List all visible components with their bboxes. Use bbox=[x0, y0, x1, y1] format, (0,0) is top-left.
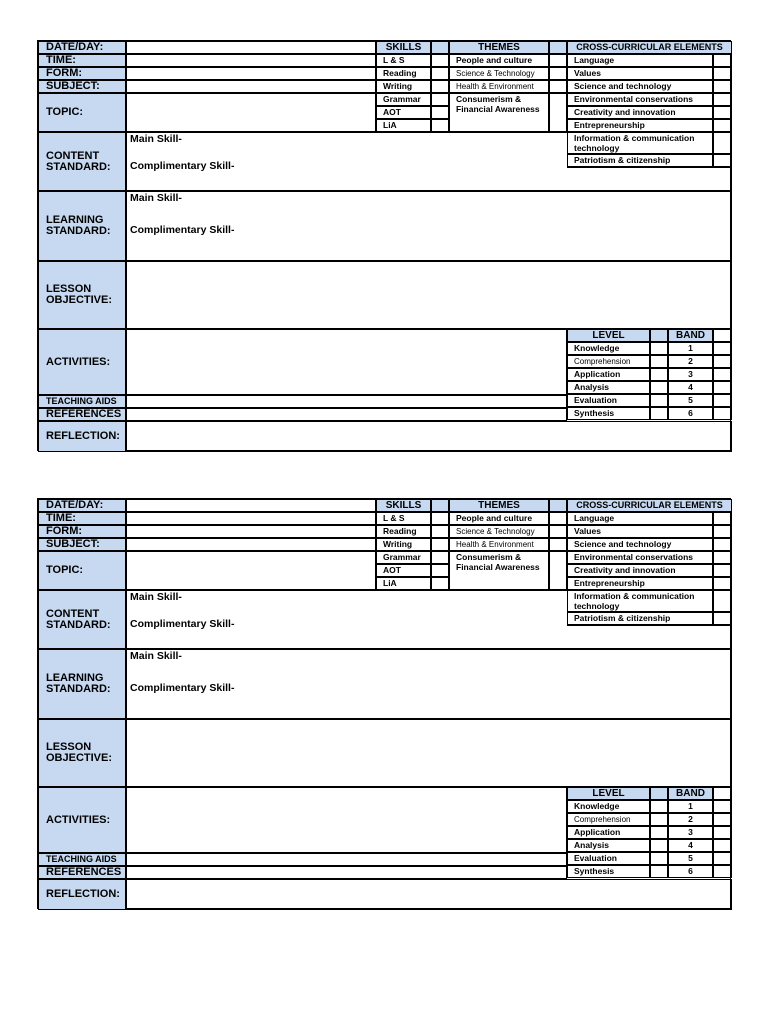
label-time: TIME: bbox=[38, 54, 126, 67]
label-reflection: REFLECTION: bbox=[38, 421, 126, 452]
skill-checkbox-1[interactable] bbox=[431, 67, 449, 80]
level-0: Knowledge bbox=[567, 800, 650, 813]
cce-checkbox-5[interactable] bbox=[713, 119, 732, 132]
ls-complimentary-skill-label: Complimentary Skill- bbox=[130, 682, 235, 694]
level-checkbox-5[interactable] bbox=[650, 407, 668, 420]
theme-1: Science & Technology bbox=[449, 67, 549, 80]
label-learning-standard: LEARNING STANDARD: bbox=[38, 649, 126, 719]
band-header-spacer bbox=[713, 329, 732, 342]
level-header: LEVEL bbox=[567, 787, 650, 800]
band-2: 3 bbox=[668, 368, 713, 381]
skill-1: Reading bbox=[376, 67, 431, 80]
field-topic[interactable] bbox=[126, 551, 376, 590]
level-1: Comprehension bbox=[567, 355, 650, 368]
band-3: 4 bbox=[668, 381, 713, 394]
field-date-day[interactable] bbox=[126, 499, 376, 512]
label-learning-standard: LEARNING STANDARD: bbox=[38, 191, 126, 261]
label-form: FORM: bbox=[38, 67, 126, 80]
band-4: 5 bbox=[668, 852, 713, 865]
label-date-day: DATE/DAY: bbox=[38, 41, 126, 54]
skill-5: LiA bbox=[376, 119, 431, 132]
band-checkbox-3[interactable] bbox=[713, 381, 732, 394]
band-checkbox-3[interactable] bbox=[713, 839, 732, 852]
field-references[interactable] bbox=[126, 408, 567, 421]
field-time[interactable] bbox=[126, 54, 376, 67]
skills-header-check bbox=[431, 41, 449, 54]
level-checkbox-2[interactable] bbox=[650, 368, 668, 381]
skill-3: Grammar bbox=[376, 93, 431, 106]
field-lesson-objective[interactable] bbox=[126, 261, 732, 329]
level-3: Analysis bbox=[567, 839, 650, 852]
skills-header-check bbox=[431, 499, 449, 512]
label-date-day: DATE/DAY: bbox=[38, 499, 126, 512]
cce-2: Science and technology bbox=[567, 80, 713, 93]
band-1: 2 bbox=[668, 813, 713, 826]
band-checkbox-4[interactable] bbox=[713, 852, 732, 865]
cce-1: Values bbox=[567, 525, 713, 538]
field-subject[interactable] bbox=[126, 538, 376, 551]
skill-1: Reading bbox=[376, 525, 431, 538]
field-subject[interactable] bbox=[126, 80, 376, 93]
level-1: Comprehension bbox=[567, 813, 650, 826]
label-activities: ACTIVITIES: bbox=[38, 787, 126, 853]
skill-4: AOT bbox=[376, 564, 431, 577]
theme-3: Consumerism & Financial Awareness bbox=[449, 551, 549, 590]
theme-checkbox-2[interactable] bbox=[549, 80, 567, 93]
cce-checkbox-7[interactable] bbox=[713, 154, 732, 167]
band-4: 5 bbox=[668, 394, 713, 407]
level-5: Synthesis bbox=[567, 865, 650, 878]
cce-4: Creativity and innovation bbox=[567, 106, 713, 119]
band-checkbox-2[interactable] bbox=[713, 826, 732, 839]
cce-0: Language bbox=[567, 512, 713, 525]
cce-checkbox-4[interactable] bbox=[713, 106, 732, 119]
skill-checkbox-2[interactable] bbox=[431, 80, 449, 93]
level-checkbox-5[interactable] bbox=[650, 865, 668, 878]
level-3: Analysis bbox=[567, 381, 650, 394]
level-2: Application bbox=[567, 368, 650, 381]
skill-2: Writing bbox=[376, 80, 431, 93]
theme-1: Science & Technology bbox=[449, 525, 549, 538]
cce-checkbox-0[interactable] bbox=[713, 512, 732, 525]
band-header-spacer bbox=[713, 787, 732, 800]
label-time: TIME: bbox=[38, 512, 126, 525]
theme-2: Health & Environment bbox=[449, 538, 549, 551]
label-activities: ACTIVITIES: bbox=[38, 329, 126, 395]
skill-3: Grammar bbox=[376, 551, 431, 564]
field-content-standard-ext[interactable] bbox=[567, 625, 732, 649]
band-checkbox-1[interactable] bbox=[713, 813, 732, 826]
skills-header: SKILLS bbox=[376, 41, 431, 54]
skill-5: LiA bbox=[376, 577, 431, 590]
band-checkbox-5[interactable] bbox=[713, 865, 732, 878]
band-checkbox-2[interactable] bbox=[713, 368, 732, 381]
cs-main-skill-label: Main Skill- bbox=[130, 133, 182, 145]
label-content-standard: CONTENT STANDARD: bbox=[38, 132, 126, 191]
theme-0: People and culture bbox=[449, 54, 549, 67]
field-activities[interactable] bbox=[126, 787, 567, 853]
band-5: 6 bbox=[668, 865, 713, 878]
cce-2: Science and technology bbox=[567, 538, 713, 551]
skill-0: L & S bbox=[376, 54, 431, 67]
band-checkbox-0[interactable] bbox=[713, 342, 732, 355]
skill-checkbox-4[interactable] bbox=[431, 564, 449, 577]
lesson-plan-form-2 bbox=[37, 498, 731, 909]
theme-2: Health & Environment bbox=[449, 80, 549, 93]
cs-main-skill-label: Main Skill- bbox=[130, 591, 182, 603]
band-3: 4 bbox=[668, 839, 713, 852]
themes-header-check bbox=[549, 499, 567, 512]
band-checkbox-5[interactable] bbox=[713, 407, 732, 420]
skill-checkbox-5[interactable] bbox=[431, 119, 449, 132]
field-learning-standard[interactable] bbox=[126, 649, 732, 719]
level-checkbox-1[interactable] bbox=[650, 355, 668, 368]
band-1: 2 bbox=[668, 355, 713, 368]
theme-checkbox-1[interactable] bbox=[549, 67, 567, 80]
level-checkbox-3[interactable] bbox=[650, 839, 668, 852]
band-0: 1 bbox=[668, 800, 713, 813]
level-0: Knowledge bbox=[567, 342, 650, 355]
theme-checkbox-0[interactable] bbox=[549, 512, 567, 525]
level-checkbox-0[interactable] bbox=[650, 800, 668, 813]
level-checkbox-4[interactable] bbox=[650, 394, 668, 407]
label-topic: TOPIC: bbox=[38, 93, 126, 132]
field-topic[interactable] bbox=[126, 93, 376, 132]
band-2: 3 bbox=[668, 826, 713, 839]
band-checkbox-1[interactable] bbox=[713, 355, 732, 368]
label-references: REFERENCES bbox=[38, 408, 126, 421]
cce-header: CROSS-CURRICULAR ELEMENTS bbox=[567, 41, 732, 54]
theme-checkbox-0[interactable] bbox=[549, 54, 567, 67]
cce-checkbox-2[interactable] bbox=[713, 538, 732, 551]
band-0: 1 bbox=[668, 342, 713, 355]
skill-checkbox-1[interactable] bbox=[431, 525, 449, 538]
cce-header: CROSS-CURRICULAR ELEMENTS bbox=[567, 499, 732, 512]
band-header: BAND bbox=[668, 787, 713, 800]
field-content-standard[interactable] bbox=[126, 132, 567, 191]
ls-complimentary-skill-label: Complimentary Skill- bbox=[130, 224, 235, 236]
themes-header: THEMES bbox=[449, 41, 549, 54]
skill-checkbox-5[interactable] bbox=[431, 577, 449, 590]
ls-main-skill-label: Main Skill- bbox=[130, 650, 182, 662]
cce-7: Patriotism & citizenship bbox=[567, 612, 713, 625]
label-subject: SUBJECT: bbox=[38, 538, 126, 551]
band-header: BAND bbox=[668, 329, 713, 342]
theme-checkbox-3[interactable] bbox=[549, 551, 567, 590]
theme-checkbox-3[interactable] bbox=[549, 93, 567, 132]
cce-6: Information & communication technology bbox=[567, 132, 713, 154]
level-checkbox-1[interactable] bbox=[650, 813, 668, 826]
skill-checkbox-4[interactable] bbox=[431, 106, 449, 119]
level-header-spacer bbox=[650, 787, 668, 800]
label-form: FORM: bbox=[38, 525, 126, 538]
cce-5: Entrepreneurship bbox=[567, 577, 713, 590]
skill-checkbox-2[interactable] bbox=[431, 538, 449, 551]
cce-3: Environmental conservations bbox=[567, 93, 713, 106]
field-reflection[interactable] bbox=[126, 879, 732, 910]
level-checkbox-0[interactable] bbox=[650, 342, 668, 355]
field-time[interactable] bbox=[126, 512, 376, 525]
label-teaching-aids: TEACHING AIDS bbox=[38, 853, 126, 866]
theme-checkbox-1[interactable] bbox=[549, 525, 567, 538]
skill-checkbox-3[interactable] bbox=[431, 93, 449, 106]
field-lesson-objective[interactable] bbox=[126, 719, 732, 787]
theme-3: Consumerism & Financial Awareness bbox=[449, 93, 549, 132]
label-reflection: REFLECTION: bbox=[38, 879, 126, 910]
cce-4: Creativity and innovation bbox=[567, 564, 713, 577]
level-4: Evaluation bbox=[567, 852, 650, 865]
field-teaching-aids[interactable] bbox=[126, 395, 567, 408]
field-content-standard[interactable] bbox=[126, 590, 567, 649]
label-subject: SUBJECT: bbox=[38, 80, 126, 93]
skill-0: L & S bbox=[376, 512, 431, 525]
cce-checkbox-6[interactable] bbox=[713, 590, 732, 612]
level-header-spacer bbox=[650, 329, 668, 342]
ls-main-skill-label: Main Skill- bbox=[130, 192, 182, 204]
themes-header-check bbox=[549, 41, 567, 54]
band-checkbox-0[interactable] bbox=[713, 800, 732, 813]
field-content-standard-ext[interactable] bbox=[567, 167, 732, 191]
field-date-day[interactable] bbox=[126, 41, 376, 54]
theme-0: People and culture bbox=[449, 512, 549, 525]
cce-checkbox-4[interactable] bbox=[713, 564, 732, 577]
cce-checkbox-0[interactable] bbox=[713, 54, 732, 67]
skill-checkbox-3[interactable] bbox=[431, 551, 449, 564]
cce-checkbox-6[interactable] bbox=[713, 132, 732, 154]
field-learning-standard[interactable] bbox=[126, 191, 732, 261]
cce-6: Information & communication technology bbox=[567, 590, 713, 612]
label-content-standard: CONTENT STANDARD: bbox=[38, 590, 126, 649]
level-checkbox-4[interactable] bbox=[650, 852, 668, 865]
level-checkbox-3[interactable] bbox=[650, 381, 668, 394]
field-activities[interactable] bbox=[126, 329, 567, 395]
cs-complimentary-skill-label: Complimentary Skill- bbox=[130, 618, 235, 630]
skill-checkbox-0[interactable] bbox=[431, 54, 449, 67]
field-form[interactable] bbox=[126, 67, 376, 80]
theme-checkbox-2[interactable] bbox=[549, 538, 567, 551]
skill-checkbox-0[interactable] bbox=[431, 512, 449, 525]
level-2: Application bbox=[567, 826, 650, 839]
label-lesson-objective: LESSON OBJECTIVE: bbox=[38, 261, 126, 329]
cce-checkbox-3[interactable] bbox=[713, 551, 732, 564]
label-teaching-aids: TEACHING AIDS bbox=[38, 395, 126, 408]
cce-checkbox-2[interactable] bbox=[713, 80, 732, 93]
label-topic: TOPIC: bbox=[38, 551, 126, 590]
skills-header: SKILLS bbox=[376, 499, 431, 512]
band-5: 6 bbox=[668, 407, 713, 420]
cce-3: Environmental conservations bbox=[567, 551, 713, 564]
skill-4: AOT bbox=[376, 106, 431, 119]
themes-header: THEMES bbox=[449, 499, 549, 512]
field-references[interactable] bbox=[126, 866, 567, 879]
band-checkbox-4[interactable] bbox=[713, 394, 732, 407]
cce-0: Language bbox=[567, 54, 713, 67]
lesson-plan-form-1 bbox=[37, 40, 731, 451]
cce-1: Values bbox=[567, 67, 713, 80]
cce-7: Patriotism & citizenship bbox=[567, 154, 713, 167]
skill-2: Writing bbox=[376, 538, 431, 551]
cce-checkbox-7[interactable] bbox=[713, 612, 732, 625]
cce-5: Entrepreneurship bbox=[567, 119, 713, 132]
field-teaching-aids[interactable] bbox=[126, 853, 567, 866]
level-header: LEVEL bbox=[567, 329, 650, 342]
cce-checkbox-5[interactable] bbox=[713, 577, 732, 590]
cce-checkbox-1[interactable] bbox=[713, 67, 732, 80]
level-4: Evaluation bbox=[567, 394, 650, 407]
level-checkbox-2[interactable] bbox=[650, 826, 668, 839]
label-lesson-objective: LESSON OBJECTIVE: bbox=[38, 719, 126, 787]
level-5: Synthesis bbox=[567, 407, 650, 420]
cce-checkbox-1[interactable] bbox=[713, 525, 732, 538]
field-form[interactable] bbox=[126, 525, 376, 538]
cce-checkbox-3[interactable] bbox=[713, 93, 732, 106]
label-references: REFERENCES bbox=[38, 866, 126, 879]
cs-complimentary-skill-label: Complimentary Skill- bbox=[130, 160, 235, 172]
field-reflection[interactable] bbox=[126, 421, 732, 452]
